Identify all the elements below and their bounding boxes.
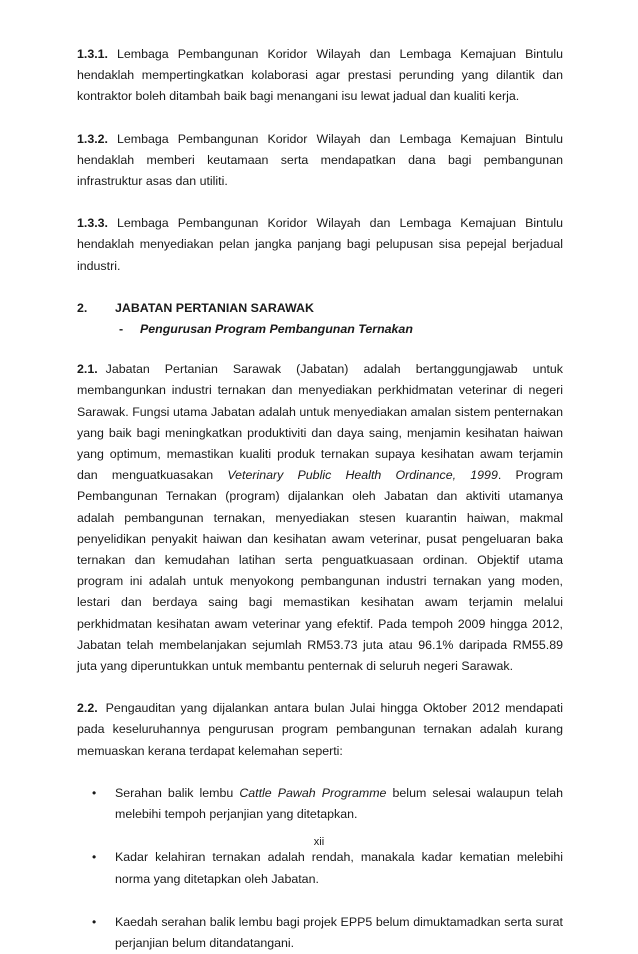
bullet-icon: • — [92, 914, 97, 929]
section-number: 2.1. — [77, 362, 98, 377]
list-item-text: Kadar kelahiran ternakan adalah rendah, manakala kadar kematian melebihi norma yang ditetapkan oleh Jabatan. — [115, 850, 563, 886]
list-item-text — [115, 783, 563, 825]
ordinance-title: Veterinary Public Health Ordinance, 1999 — [227, 468, 498, 483]
list-item — [77, 783, 563, 825]
section-heading — [77, 298, 563, 319]
page-number: xii — [313, 836, 325, 848]
section-number: 1.3.3. — [77, 216, 109, 231]
paragraph-text: Lembaga Pembangunan Koridor Wilayah dan Lembaga Kemajuan Bintulu hendaklah memberi keutamaan serta mendapatkan dana bagi pembangunan infrastruktur asas dan utiliti. — [77, 131, 563, 189]
section-number: 1.3.1. — [77, 47, 109, 61]
list-item-text-start: Serahan balik lembu — [115, 785, 240, 800]
section-title: JABATAN PERTANIAN SARAWAK — [115, 300, 314, 315]
paragraph-2-2 — [77, 698, 563, 762]
paragraph-text: Lembaga Pembangunan Koridor Wilayah dan Lembaga Kemajuan Bintulu hendaklah mempertingkatkan kolaborasi agar prestasi perunding yang dilantik dan kontraktor boleh ditambah baik bagi menangani isu lewat jadual dan kualiti kerja. — [77, 47, 563, 104]
list-item-text: Kaedah serahan balik lembu bagi projek EPP5 belum dimuktamadkan serta surat perjanjian belum ditandatangani. — [115, 914, 563, 950]
list-item — [77, 847, 563, 889]
list-item-text-end: belum selesai walaupun telah melebihi tempoh perjanjian yang ditetapkan. — [115, 785, 563, 822]
paragraph-1-3-1 — [77, 44, 563, 108]
bullet-icon: • — [92, 850, 97, 865]
paragraph-1-3-3 — [77, 213, 563, 277]
paragraph-text: Jabatan Pertanian Sarawak (Jabatan) adalah bertanggungjawab untuk membangunkan industri ternakan dan menyediakan perkhidmatan veterinar di negeri Sarawak. Fungsi utama Jabatan adalah untuk menyediakan amalan sistem penternakan yang baik bagi meningkatkan produktiviti dan daya saing, menjamin kesihatan haiwan yang optimum, memastikan kualiti produk ternakan supaya kesihatan awam terjamin dan menguatkuasakan — [77, 362, 563, 483]
paragraph-1-3-2 — [77, 129, 563, 193]
paragraph-2-1 — [77, 359, 563, 677]
programme-name: Cattle Pawah Programme — [239, 785, 387, 800]
paragraph-text: Pengauditan yang dijalankan antara bulan Julai hingga Oktober 2012 mendapati pada keseluruhannya pengurusan program pembangunan ternakan adalah kurang memuaskan kerana terdapat kelemahan seperti: — [77, 701, 563, 758]
section-subheading — [77, 319, 563, 340]
subheading-title: Pengurusan Program Pembangunan Ternakan — [140, 322, 413, 337]
section-number: 2.2. — [77, 701, 98, 716]
bullet-icon: • — [92, 785, 97, 800]
subheading-dash: - — [119, 322, 124, 337]
paragraph-text: Lembaga Pembangunan Koridor Wilayah dan Lembaga Kemajuan Bintulu hendaklah menyediakan pelan jangka panjang bagi pelupusan sisa pepejal berjadual industri. — [77, 216, 563, 273]
document-page — [77, 44, 563, 954]
list-item — [77, 912, 563, 954]
section-number: 2. — [77, 300, 88, 315]
findings-list — [77, 783, 563, 954]
paragraph-text-continued: . Program Pembangunan Ternakan (program) dijalankan oleh Jabatan dan aktiviti utamanya adalah pembangunan ternakan, menyediakan stesen kuarantin haiwan, makmal penyelidikan penyakit haiwan dan kesihatan awam veterinar, pusat pengeluaran baka ternakan dan kemudahan latihan serta penguatkuasaan ordinan. Objektif utama program ini adalah untuk menyokong pembangunan industri ternakan yang moden, lestari dan berdaya saing bagi memastikan kesihatan awam terjamin melalui perkhidmatan kesihatan awam veterinar yang efektif. Pada tempoh 2009 hingga 2012, Jabatan telah membelanjakan sejumlah RM53.73 juta atau 96.1% daripada RM55.89 juta yang diperuntukkan untuk membantu penternak di seluruh negeri Sarawak. — [77, 468, 563, 674]
section-number: 1.3.2. — [77, 131, 109, 146]
